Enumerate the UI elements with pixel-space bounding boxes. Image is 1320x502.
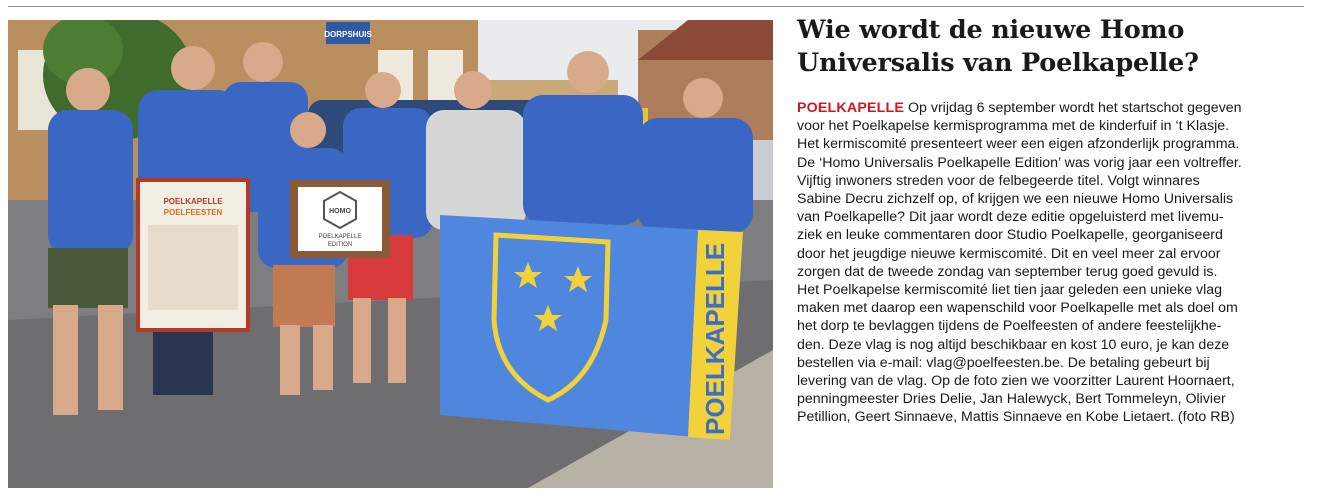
body-line: het dorp te bevlaggen tijdens de Poelfeesten of andere feestelijkhe- bbox=[797, 318, 1222, 335]
body-line: zorgen dat de tweede zondag van september terug goed gevuld is. bbox=[797, 263, 1218, 280]
sign-bottom-text-1: POELKAPELLE bbox=[318, 234, 362, 240]
headline bbox=[797, 14, 1309, 80]
poster-title-2: POELFEESTEN bbox=[163, 208, 223, 217]
article bbox=[797, 14, 1309, 427]
body-line: maken met daarop een wapenschild voor Poelkapelle met als doel om bbox=[797, 300, 1238, 317]
body-line: Het kermiscomité presenteert weer een eigen afzonderlijk programma. bbox=[797, 136, 1240, 153]
body-line: levering van de vlag. Op de foto zien we voorzitter Laurent Hoornaert, bbox=[797, 373, 1235, 390]
sign-top-text: HOMO bbox=[329, 208, 351, 215]
body-line: Sabine Decru zichzelf op, of krijgen we een nieuwe Homo Universalis bbox=[797, 191, 1234, 208]
top-rule bbox=[8, 6, 1304, 7]
body-line: voor het Poelkapelse kermisprogramma met de kinderfuif in ‘t Klasje. bbox=[797, 118, 1230, 135]
framed-sign bbox=[290, 180, 390, 258]
sign-bottom-text-2: EDITION bbox=[327, 242, 353, 248]
festival-poster bbox=[138, 180, 248, 330]
headline-line: Wie wordt de nieuwe Homo bbox=[797, 15, 1185, 45]
poelkapelle-flag bbox=[440, 215, 743, 440]
body-line: Petillion, Geert Sinnaeve, Mattis Sinnaeve en Kobe Lietaert. (foto RB) bbox=[797, 409, 1235, 426]
dateline: POELKAPELLE bbox=[797, 100, 905, 116]
building-sign-text: DORPSHUIS bbox=[324, 30, 372, 39]
body-line: den. Deze vlag is nog altijd beschikbaar en kost 10 euro, je kan deze bbox=[797, 336, 1230, 353]
body-line: van Poelkapelle? Dit jaar wordt deze editie opgeluisterd met livemu- bbox=[797, 209, 1224, 226]
article-photo bbox=[8, 20, 773, 488]
body-line: Het Poelkapelse kermiscomité liet tien jaar geleden een unieke vlag bbox=[797, 282, 1223, 299]
flag-text: POELKAPELLE bbox=[700, 242, 730, 435]
headline-line: Universalis van Poelkapelle? bbox=[797, 48, 1199, 78]
body-first-line: Op vrijdag 6 september wordt het startschot gegeven bbox=[904, 100, 1242, 116]
body-line: Vijftig inwoners streden voor de felbegeerde titel. Volgt winnares bbox=[797, 172, 1200, 189]
poster-title-1: POELKAPELLE bbox=[163, 197, 223, 206]
body-line: ziek en leuke commentaren door Studio Poelkapelle, georganiseerd bbox=[797, 227, 1223, 244]
body-line: bestellen via e-mail: vlag@poelfeesten.be. De betaling gebeurt bij bbox=[797, 354, 1210, 371]
article-body bbox=[797, 99, 1309, 427]
body-line: door het jeugdige nieuwe kermiscomité. Dit en veel meer zal ervoor bbox=[797, 245, 1221, 262]
body-line: penningmeester Dries Delie, Jan Halewyck, Bert Tommeleyn, Olivier bbox=[797, 391, 1226, 408]
body-line: De ‘Homo Universalis Poelkapelle Edition’ was vorig jaar een voltreffer. bbox=[797, 154, 1242, 171]
body-line bbox=[797, 99, 1309, 117]
